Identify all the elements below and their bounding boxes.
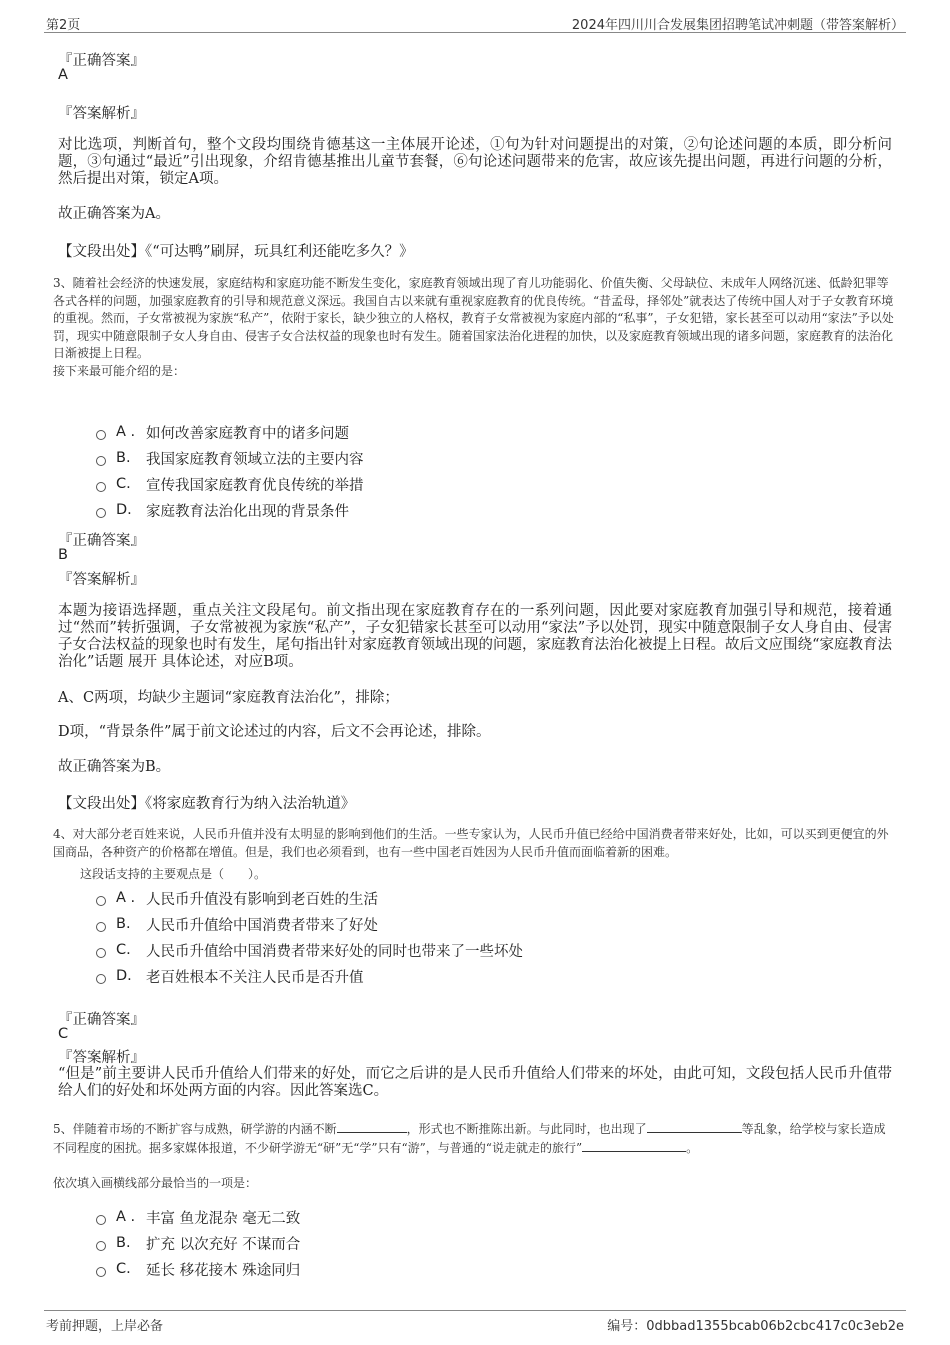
- radio-icon[interactable]: [96, 456, 106, 466]
- q3-answer: B: [58, 547, 68, 563]
- blank-1: [337, 1120, 407, 1133]
- radio-icon[interactable]: [96, 948, 106, 958]
- analysis-label: 『答案解析』: [58, 1050, 145, 1066]
- source-label: 【文段出处】: [58, 796, 145, 812]
- q3-source: [58, 792, 355, 813]
- radio-icon[interactable]: [96, 1241, 106, 1251]
- radio-icon[interactable]: [96, 1267, 106, 1277]
- radio-icon[interactable]: [96, 896, 106, 906]
- q2-analysis: 对比选项，判断首句，整个文段均围绕肯德基这一主体展开论述，①句为针对问题提出的对策，②句论述问题的本质，即分析问题，③句通过“最近”引出现象，介绍肯德基推出儿童节套餐，⑥句论述问题带来的危害，故应该先提出问题，再进行问题的分析，然后提出对策，锁定A项。: [58, 137, 892, 187]
- q4-stem: 4、对大部分老百姓来说，人民币升值并没有太明显的影响到他们的生活。一些专家认为，人民币升值已经给中国消费者带来好处，比如，可以买到更便宜的外国商品，各种资产的价格都在增值。但是，我们也必须看到，也有一些中国老百姓因为人民币升值而面临着新的困难。: [53, 827, 889, 859]
- q4-option-a[interactable]: A . 人民币升值没有影响到老百姓的生活: [96, 888, 378, 908]
- page-header: [44, 12, 906, 33]
- document-title: 2024年四川川合发展集团招聘笔试冲刺题（带答案解析）: [571, 18, 904, 33]
- q3-option-c[interactable]: C. 宣传我国家庭教育优良传统的举措: [96, 474, 364, 494]
- blank-3: [582, 1139, 686, 1152]
- answer-label: 『正确答案』: [58, 533, 145, 549]
- radio-icon[interactable]: [96, 922, 106, 932]
- analysis-label: 『答案解析』: [58, 572, 145, 588]
- source-label: 【文段出处】: [58, 244, 145, 260]
- q5-option-a[interactable]: A . 丰富 鱼龙混杂 毫无二致: [96, 1207, 300, 1227]
- q2-source: [58, 240, 414, 261]
- q4-prompt: 这段话支持的主要观点是（ ）。: [80, 867, 267, 881]
- blank-2: [647, 1120, 742, 1133]
- radio-icon[interactable]: [96, 974, 106, 984]
- radio-icon[interactable]: [96, 1215, 106, 1225]
- page-number: 第2页: [46, 18, 81, 33]
- q3-conclusion: 故正确答案为B。: [58, 759, 171, 775]
- radio-icon[interactable]: [96, 482, 106, 492]
- source-title: 《“可达鸭”刷屏，玩具红利还能吃多久？》: [145, 244, 414, 260]
- q4-option-c[interactable]: C. 人民币升值给中国消费者带来好处的同时也带来了一些坏处: [96, 940, 523, 960]
- q3-stem: 3、随着社会经济的快速发展，家庭结构和家庭功能不断发生变化，家庭教育领域出现了育儿功能弱化、价值失衡、父母缺位、未成年人网络沉迷、低龄犯罪等各式各样的问题，加强家庭教育的引导和规范意义深远。我国自古以来就有重视家庭教育的优良传统。“昔孟母，择邻处”就表达了传统中国人对于子女教育环境的重视。然而，子女常被视为家族“私产”，依附于家长，缺少独立的人格权，教育子女常被视为家庭内部的“私事”，子女犯错，家长甚至可以动用“家法”予以处罚，现实中随意限制子女人身自由、侵害子女合法权益的现象也时有发生。随着国家法治化进程的加快，以及家庭教育领域出现的诸多问题，家庭教育的法治化日渐被提上日程。: [53, 276, 894, 360]
- answer-label: 『正确答案』: [58, 53, 145, 69]
- q3-analysis-d: D项，“背景条件”属于前文论述过的内容，后文不会再论述，排除。: [58, 724, 491, 740]
- q3-option-d[interactable]: D. 家庭教育法治化出现的背景条件: [96, 500, 349, 520]
- q5-prompt: 依次填入画横线部分最恰当的一项是：: [53, 1176, 258, 1190]
- answer-label: 『正确答案』: [58, 1012, 145, 1028]
- q5-stem: 5、伴随着市场的不断扩容与成熟，研学游的内涵不断 ，形式也不断推陈出新。与此同时，也出现了 等乱象，给学校与家长造成不同程度的困扰。据多家媒体报道，不少研学游无“研”无“学”只有“游”，与普通的“说走就走的旅行” 。: [53, 1122, 886, 1155]
- document-code: 编号：0dbbad1355bcab06b2cbc417c0c3eb2e: [607, 1319, 904, 1334]
- q2-answer: A: [58, 67, 68, 83]
- q3-analysis: 本题为接语选择题，重点关注文段尾句。前文指出现在家庭教育存在的一系列问题，因此要对家庭教育加强引导和规范，接着通过“然而”转折强调，子女常被视为家族“私产”，子女犯错家长甚至可以动用“家法”予以处罚，现实中随意限制子女人身自由、侵害子女合法权益的现象也时有发生，尾句指出针对家庭教育领域出现的问题，家庭教育法治化被提上日程。故后文应围绕“家庭教育法治化”话题 展开 具体论述，对应B项。: [58, 603, 892, 670]
- q4-option-b[interactable]: B. 人民币升值给中国消费者带来了好处: [96, 914, 378, 934]
- footer-slogan: 考前押题，上岸必备: [46, 1319, 164, 1334]
- q4-answer: C: [58, 1026, 69, 1042]
- q2-conclusion: 故正确答案为A。: [58, 206, 170, 222]
- analysis-label: 『答案解析』: [58, 106, 145, 122]
- q3-option-a[interactable]: A . 如何改善家庭教育中的诸多问题: [96, 422, 349, 442]
- radio-icon[interactable]: [96, 508, 106, 518]
- page-footer: [44, 1310, 906, 1334]
- q4-analysis: “但是”前主要讲人民币升值给人们带来的好处，而它之后讲的是人民币升值给人们带来的坏处，由此可知，文段包括人民币升值带给人们的好处和坏处两方面的内容。因此答案选C。: [58, 1066, 892, 1099]
- q4-option-d[interactable]: D. 老百姓根本不关注人民币是否升值: [96, 966, 364, 986]
- q3-prompt: 接下来最可能介绍的是：: [53, 364, 186, 378]
- q3-analysis-ac: A、C两项，均缺少主题词“家庭教育法治化”，排除；: [58, 690, 399, 706]
- q3-option-b[interactable]: B. 我国家庭教育领域立法的主要内容: [96, 448, 364, 468]
- source-title: 《将家庭教育行为纳入法治轨道》: [145, 796, 356, 812]
- q5-option-c[interactable]: C. 延长 移花接木 殊途同归: [96, 1259, 300, 1279]
- q5-option-b[interactable]: B. 扩充 以次充好 不谋而合: [96, 1233, 300, 1253]
- radio-icon[interactable]: [96, 430, 106, 440]
